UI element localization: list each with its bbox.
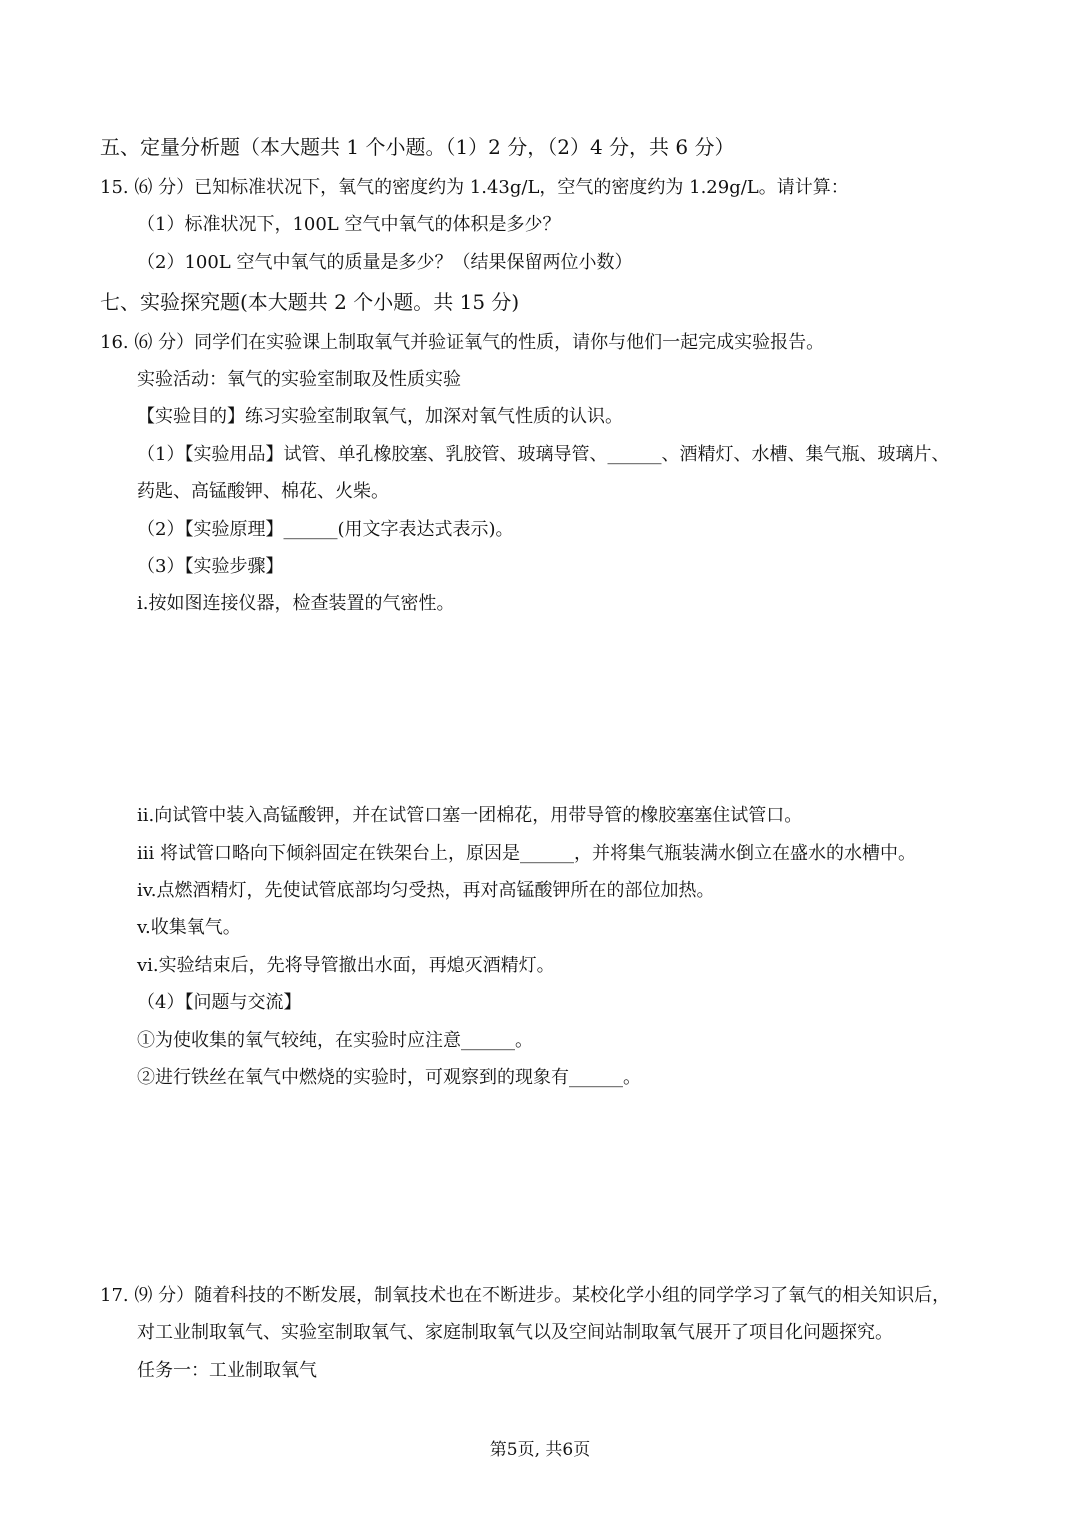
question-16-discussion-1: ①为使收集的氧气较纯，在实验时应注意______。 <box>137 1030 533 1051</box>
question-15-part-1: （1）标准状况下，100L 空气中氧气的体积是多少？ <box>137 214 561 235</box>
question-17-stem-line-2: 对工业制取氧气、实验室制取氧气、家庭制取氧气以及空间站制取氧气展开了项目化问题探究。 <box>137 1322 893 1343</box>
question-16-step-iii: iii 将试管口略向下倾斜固定在铁架台上，原因是______，并将集气瓶装满水倒立在盛水的水槽中。 <box>137 843 916 864</box>
question-15-stem: 15. ⑹ 分）已知标准状况下，氧气的密度约为 1.43g/L，空气的密度约为 1.29g/L。请计算： <box>100 177 849 198</box>
section-7-heading: 七、实验探究题(本大题共 2 个小题。共 15 分) <box>100 290 520 314</box>
question-16-steps-title: （3）【实验步骤】 <box>137 556 284 577</box>
question-16-materials-line-1: （1）【实验用品】试管、单孔橡胶塞、乳胶管、玻璃导管、______、酒精灯、水槽、集气瓶、玻璃片、 <box>137 444 950 465</box>
question-16-step-v: v.收集氧气。 <box>137 917 241 938</box>
page-number: 第5页, 共6页 <box>489 1440 591 1460</box>
section-5-heading: 五、定量分析题（本大题共 1 个小题。（1）2 分，（2）4 分，共 6 分） <box>100 135 735 159</box>
question-16-discussion-title: （4）【问题与交流】 <box>137 992 302 1013</box>
question-16-step-vi: vi.实验结束后，先将导管撤出水面，再熄灭酒精灯。 <box>137 955 555 976</box>
question-17-stem-line-1: 17. ⑼ 分）随着科技的不断发展，制氧技术也在不断进步。某校化学小组的同学学习了氧气的相关知识后， <box>100 1285 951 1306</box>
question-16-principle: （2）【实验原理】______(用文字表达式表示)。 <box>137 519 514 540</box>
question-16-stem: 16. ⑹ 分）同学们在实验课上制取氧气并验证氧气的性质，请你与他们一起完成实验报告。 <box>100 332 825 353</box>
question-16-materials-line-2: 药匙、高锰酸钾、棉花、火柴。 <box>137 481 389 502</box>
question-15-part-2: （2）100L 空气中氧气的质量是多少？（结果保留两位小数） <box>137 252 633 273</box>
question-16-step-iv: iv.点燃酒精灯，先使试管底部均匀受热，再对高锰酸钾所在的部位加热。 <box>137 880 715 901</box>
question-16-step-i: i.按如图连接仪器，检查装置的气密性。 <box>137 593 455 614</box>
question-16-activity: 实验活动：氧气的实验室制取及性质实验 <box>137 369 461 390</box>
question-16-step-ii: ii.向试管中装入高锰酸钾，并在试管口塞一团棉花，用带导管的橡胶塞塞住试管口。 <box>137 805 803 826</box>
question-16-discussion-2: ②进行铁丝在氧气中燃烧的实验时，可观察到的现象有______。 <box>137 1067 641 1088</box>
question-16-purpose: 【实验目的】练习实验室制取氧气，加深对氧气性质的认识。 <box>137 406 623 427</box>
question-17-task-1: 任务一：工业制取氧气 <box>137 1360 317 1381</box>
